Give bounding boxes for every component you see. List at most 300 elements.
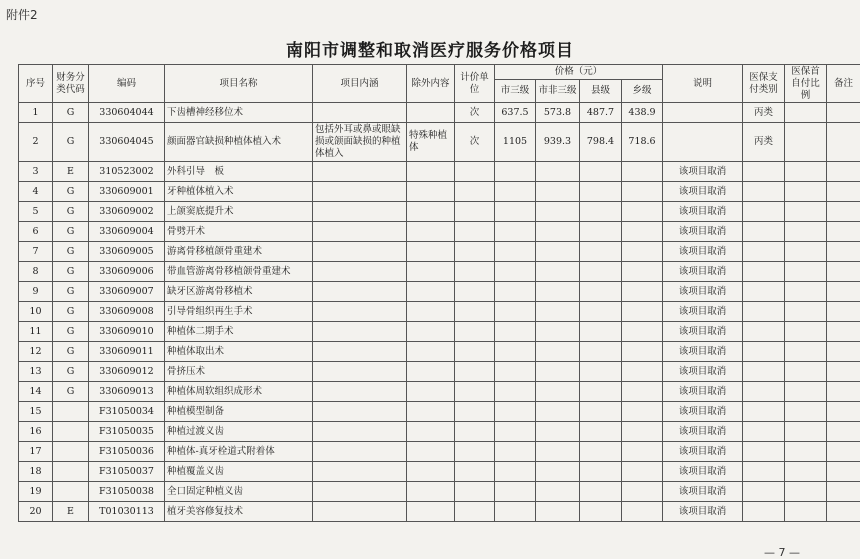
- table-row: [19, 262, 860, 282]
- cell-insurance-type: [743, 222, 785, 242]
- cell-self-pay-ratio: [785, 482, 827, 502]
- cell-name: 游离骨移植颌骨重建术: [165, 242, 313, 262]
- header-exclusion: 除外内容: [407, 65, 455, 103]
- table-row: [19, 222, 860, 242]
- cell-code: 330609013: [89, 382, 165, 402]
- cell-unit: [455, 362, 495, 382]
- header-price-noncity3: 市非三级: [536, 80, 580, 103]
- table-row: [19, 322, 860, 342]
- cell-exclusion: 特殊种植体: [407, 123, 455, 162]
- cell-price-noncity3: [536, 342, 580, 362]
- cell-insurance-type: [743, 482, 785, 502]
- cell-price-noncity3: [536, 302, 580, 322]
- cell-note: 该项目取消: [663, 282, 743, 302]
- cell-code: 330609004: [89, 222, 165, 242]
- cell-price-city3: [495, 162, 536, 182]
- cell-seq: 5: [19, 202, 53, 222]
- cell-fin-code: [53, 482, 89, 502]
- cell-seq: 13: [19, 362, 53, 382]
- cell-code: 330609007: [89, 282, 165, 302]
- cell-unit: [455, 462, 495, 482]
- cell-unit: [455, 422, 495, 442]
- header-code: 编码: [89, 65, 165, 103]
- cell-content: [313, 162, 407, 182]
- cell-insurance-type: [743, 462, 785, 482]
- cell-code: 330609005: [89, 242, 165, 262]
- cell-code: 330609011: [89, 342, 165, 362]
- cell-content: [313, 442, 407, 462]
- cell-price-noncity3: [536, 202, 580, 222]
- cell-exclusion: [407, 442, 455, 462]
- cell-fin-code: [53, 442, 89, 462]
- cell-name: 骨挤压术: [165, 362, 313, 382]
- cell-unit: [455, 382, 495, 402]
- cell-price-city3: [495, 342, 536, 362]
- cell-price-city3: [495, 482, 536, 502]
- cell-price-county: [580, 342, 622, 362]
- cell-self-pay-ratio: [785, 103, 827, 123]
- price-table: [18, 64, 860, 522]
- cell-price-city3: [495, 322, 536, 342]
- cell-price-noncity3: [536, 262, 580, 282]
- cell-price-county: 798.4: [580, 123, 622, 162]
- cell-seq: 1: [19, 103, 53, 123]
- table-row: [19, 502, 860, 522]
- cell-fin-code: [53, 462, 89, 482]
- cell-price-noncity3: [536, 382, 580, 402]
- cell-exclusion: [407, 362, 455, 382]
- cell-price-city3: [495, 362, 536, 382]
- cell-content: [313, 422, 407, 442]
- cell-content: [313, 322, 407, 342]
- cell-price-town: [622, 462, 663, 482]
- cell-code: F31050035: [89, 422, 165, 442]
- cell-price-town: [622, 182, 663, 202]
- cell-self-pay-ratio: [785, 442, 827, 462]
- cell-name: 全口固定种植义齿: [165, 482, 313, 502]
- cell-seq: 4: [19, 182, 53, 202]
- cell-remark: [827, 302, 860, 322]
- cell-seq: 2: [19, 123, 53, 162]
- cell-price-city3: [495, 382, 536, 402]
- cell-note: 该项目取消: [663, 402, 743, 422]
- cell-exclusion: [407, 402, 455, 422]
- cell-exclusion: [407, 502, 455, 522]
- cell-name: 种植体周软组织成形术: [165, 382, 313, 402]
- cell-content: [313, 242, 407, 262]
- cell-fin-code: G: [53, 123, 89, 162]
- cell-price-county: [580, 242, 622, 262]
- cell-code: F31050037: [89, 462, 165, 482]
- cell-price-noncity3: [536, 502, 580, 522]
- cell-content: [313, 103, 407, 123]
- cell-name: 种植体-真牙栓道式附着体: [165, 442, 313, 462]
- cell-price-town: [622, 282, 663, 302]
- cell-name: 种植覆盖义齿: [165, 462, 313, 482]
- table-row: [19, 462, 860, 482]
- cell-code: 330609010: [89, 322, 165, 342]
- cell-seq: 16: [19, 422, 53, 442]
- cell-code: T01030113: [89, 502, 165, 522]
- cell-self-pay-ratio: [785, 502, 827, 522]
- attachment-label: 附件2: [6, 8, 38, 22]
- cell-price-county: [580, 222, 622, 242]
- cell-note: 该项目取消: [663, 182, 743, 202]
- cell-price-town: [622, 502, 663, 522]
- table-body: [19, 103, 860, 522]
- cell-note: 该项目取消: [663, 302, 743, 322]
- cell-code: 330609002: [89, 202, 165, 222]
- cell-price-noncity3: [536, 402, 580, 422]
- cell-price-town: [622, 422, 663, 442]
- cell-fin-code: G: [53, 202, 89, 222]
- cell-price-county: [580, 482, 622, 502]
- cell-seq: 10: [19, 302, 53, 322]
- cell-self-pay-ratio: [785, 242, 827, 262]
- cell-fin-code: G: [53, 382, 89, 402]
- cell-insurance-type: [743, 422, 785, 442]
- cell-insurance-type: [743, 402, 785, 422]
- cell-name: 种植体二期手术: [165, 322, 313, 342]
- cell-price-city3: [495, 282, 536, 302]
- cell-note: 该项目取消: [663, 242, 743, 262]
- cell-unit: [455, 342, 495, 362]
- cell-insurance-type: [743, 362, 785, 382]
- cell-name: 缺牙区游离骨移植术: [165, 282, 313, 302]
- header-price-county: 县级: [580, 80, 622, 103]
- cell-unit: [455, 202, 495, 222]
- cell-note: 该项目取消: [663, 222, 743, 242]
- cell-unit: [455, 242, 495, 262]
- cell-exclusion: [407, 422, 455, 442]
- header-content: 项目内涵: [313, 65, 407, 103]
- cell-name: 上颌窦底提升术: [165, 202, 313, 222]
- cell-exclusion: [407, 103, 455, 123]
- cell-remark: [827, 442, 860, 462]
- cell-code: 330609001: [89, 182, 165, 202]
- cell-price-county: [580, 382, 622, 402]
- cell-self-pay-ratio: [785, 382, 827, 402]
- cell-price-town: [622, 302, 663, 322]
- cell-name: 引导骨组织再生手术: [165, 302, 313, 322]
- cell-exclusion: [407, 262, 455, 282]
- cell-price-county: [580, 322, 622, 342]
- cell-price-town: [622, 322, 663, 342]
- table-row: [19, 342, 860, 362]
- cell-price-county: [580, 442, 622, 462]
- cell-note: 该项目取消: [663, 262, 743, 282]
- cell-self-pay-ratio: [785, 182, 827, 202]
- table-row: [19, 302, 860, 322]
- cell-code: F31050036: [89, 442, 165, 462]
- cell-unit: [455, 302, 495, 322]
- cell-exclusion: [407, 322, 455, 342]
- cell-price-noncity3: [536, 442, 580, 462]
- cell-unit: 次: [455, 103, 495, 123]
- cell-fin-code: G: [53, 302, 89, 322]
- cell-content: [313, 202, 407, 222]
- cell-fin-code: G: [53, 362, 89, 382]
- cell-seq: 15: [19, 402, 53, 422]
- cell-fin-code: [53, 402, 89, 422]
- cell-remark: [827, 382, 860, 402]
- cell-price-town: 718.6: [622, 123, 663, 162]
- cell-fin-code: E: [53, 502, 89, 522]
- cell-seq: 19: [19, 482, 53, 502]
- cell-price-city3: [495, 202, 536, 222]
- cell-content: [313, 402, 407, 422]
- cell-price-city3: 637.5: [495, 103, 536, 123]
- cell-price-town: [622, 242, 663, 262]
- cell-fin-code: G: [53, 322, 89, 342]
- cell-unit: [455, 162, 495, 182]
- cell-seq: 9: [19, 282, 53, 302]
- cell-exclusion: [407, 162, 455, 182]
- cell-unit: [455, 322, 495, 342]
- cell-note: 该项目取消: [663, 362, 743, 382]
- header-price-city3: 市三级: [495, 80, 536, 103]
- cell-self-pay-ratio: [785, 322, 827, 342]
- header-remark: 备注: [827, 65, 860, 103]
- cell-price-noncity3: [536, 182, 580, 202]
- page-number: — 7 —: [764, 546, 800, 559]
- table-row: [19, 103, 860, 123]
- header-name: 项目名称: [165, 65, 313, 103]
- cell-seq: 11: [19, 322, 53, 342]
- cell-unit: 次: [455, 123, 495, 162]
- cell-exclusion: [407, 182, 455, 202]
- cell-insurance-type: [743, 302, 785, 322]
- cell-price-noncity3: [536, 322, 580, 342]
- cell-insurance-type: [743, 502, 785, 522]
- cell-price-county: [580, 502, 622, 522]
- cell-remark: [827, 462, 860, 482]
- cell-seq: 18: [19, 462, 53, 482]
- cell-price-noncity3: [536, 362, 580, 382]
- table-row: [19, 482, 860, 502]
- cell-insurance-type: [743, 322, 785, 342]
- cell-insurance-type: [743, 342, 785, 362]
- table-row: [19, 242, 860, 262]
- cell-self-pay-ratio: [785, 302, 827, 322]
- cell-remark: [827, 342, 860, 362]
- cell-note: 该项目取消: [663, 342, 743, 362]
- cell-content: [313, 262, 407, 282]
- cell-exclusion: [407, 342, 455, 362]
- cell-remark: [827, 123, 860, 162]
- cell-fin-code: G: [53, 182, 89, 202]
- header-self-pay-ratio: 医保首自付比例: [785, 65, 827, 103]
- cell-self-pay-ratio: [785, 262, 827, 282]
- cell-seq: 14: [19, 382, 53, 402]
- cell-exclusion: [407, 202, 455, 222]
- cell-insurance-type: 丙类: [743, 123, 785, 162]
- cell-content: 包括外耳或鼻或眼缺损或颌面缺损的种植体植入: [313, 123, 407, 162]
- table-row: [19, 382, 860, 402]
- cell-price-noncity3: [536, 222, 580, 242]
- cell-note: 该项目取消: [663, 442, 743, 462]
- cell-price-town: [622, 482, 663, 502]
- cell-note: [663, 103, 743, 123]
- cell-insurance-type: [743, 442, 785, 462]
- page-title: 南阳市调整和取消医疗服务价格项目: [286, 41, 574, 61]
- cell-price-county: [580, 422, 622, 442]
- cell-price-city3: [495, 242, 536, 262]
- cell-seq: 12: [19, 342, 53, 362]
- cell-price-noncity3: 573.8: [536, 103, 580, 123]
- cell-price-county: [580, 202, 622, 222]
- cell-price-city3: [495, 442, 536, 462]
- cell-price-noncity3: [536, 242, 580, 262]
- cell-unit: [455, 222, 495, 242]
- header-price-town: 乡级: [622, 80, 663, 103]
- cell-insurance-type: [743, 282, 785, 302]
- cell-price-county: [580, 462, 622, 482]
- cell-note: 该项目取消: [663, 422, 743, 442]
- cell-price-town: [622, 402, 663, 422]
- cell-seq: 8: [19, 262, 53, 282]
- cell-name: 颜面器官缺损种植体植入术: [165, 123, 313, 162]
- cell-remark: [827, 182, 860, 202]
- table-row: [19, 162, 860, 182]
- cell-insurance-type: [743, 382, 785, 402]
- cell-exclusion: [407, 242, 455, 262]
- cell-code: F31050038: [89, 482, 165, 502]
- cell-insurance-type: [743, 262, 785, 282]
- cell-exclusion: [407, 222, 455, 242]
- cell-content: [313, 222, 407, 242]
- cell-self-pay-ratio: [785, 462, 827, 482]
- cell-code: 330609012: [89, 362, 165, 382]
- cell-self-pay-ratio: [785, 202, 827, 222]
- cell-self-pay-ratio: [785, 162, 827, 182]
- cell-fin-code: G: [53, 222, 89, 242]
- cell-price-town: 438.9: [622, 103, 663, 123]
- cell-price-noncity3: [536, 422, 580, 442]
- cell-remark: [827, 502, 860, 522]
- cell-exclusion: [407, 482, 455, 502]
- cell-price-town: [622, 342, 663, 362]
- cell-price-county: [580, 362, 622, 382]
- cell-name: 种植模型制备: [165, 402, 313, 422]
- header-unit: 计价单位: [455, 65, 495, 103]
- cell-fin-code: [53, 422, 89, 442]
- cell-note: 该项目取消: [663, 502, 743, 522]
- cell-remark: [827, 262, 860, 282]
- cell-self-pay-ratio: [785, 422, 827, 442]
- header-fin-code: 财务分类代码: [53, 65, 89, 103]
- cell-price-county: [580, 162, 622, 182]
- cell-code: 330609006: [89, 262, 165, 282]
- cell-price-city3: [495, 302, 536, 322]
- cell-insurance-type: 丙类: [743, 103, 785, 123]
- cell-remark: [827, 282, 860, 302]
- cell-unit: [455, 402, 495, 422]
- cell-self-pay-ratio: [785, 362, 827, 382]
- cell-price-noncity3: [536, 282, 580, 302]
- cell-code: 310523002: [89, 162, 165, 182]
- header-price: 价格（元）: [495, 65, 663, 80]
- cell-price-noncity3: [536, 482, 580, 502]
- cell-content: [313, 382, 407, 402]
- cell-price-county: 487.7: [580, 103, 622, 123]
- cell-fin-code: G: [53, 342, 89, 362]
- table-row: [19, 123, 860, 162]
- cell-unit: [455, 442, 495, 462]
- cell-code: 330604045: [89, 123, 165, 162]
- cell-unit: [455, 282, 495, 302]
- cell-seq: 3: [19, 162, 53, 182]
- cell-price-city3: [495, 502, 536, 522]
- cell-remark: [827, 222, 860, 242]
- cell-seq: 7: [19, 242, 53, 262]
- cell-remark: [827, 202, 860, 222]
- cell-price-county: [580, 282, 622, 302]
- cell-self-pay-ratio: [785, 282, 827, 302]
- cell-name: 种植过渡义齿: [165, 422, 313, 442]
- cell-remark: [827, 482, 860, 502]
- cell-content: [313, 502, 407, 522]
- cell-content: [313, 362, 407, 382]
- cell-insurance-type: [743, 182, 785, 202]
- cell-content: [313, 482, 407, 502]
- table-row: [19, 182, 860, 202]
- cell-price-noncity3: 939.3: [536, 123, 580, 162]
- header-note: 说明: [663, 65, 743, 103]
- cell-price-town: [622, 162, 663, 182]
- header-insurance-type: 医保支付类别: [743, 65, 785, 103]
- cell-price-city3: [495, 182, 536, 202]
- cell-note: 该项目取消: [663, 382, 743, 402]
- table-row: [19, 282, 860, 302]
- cell-remark: [827, 422, 860, 442]
- cell-content: [313, 182, 407, 202]
- cell-price-city3: [495, 462, 536, 482]
- cell-content: [313, 462, 407, 482]
- cell-price-town: [622, 362, 663, 382]
- table-row: [19, 362, 860, 382]
- cell-exclusion: [407, 462, 455, 482]
- cell-insurance-type: [743, 242, 785, 262]
- cell-exclusion: [407, 302, 455, 322]
- cell-name: 牙种植体植入术: [165, 182, 313, 202]
- cell-price-county: [580, 262, 622, 282]
- cell-code: F31050034: [89, 402, 165, 422]
- cell-remark: [827, 103, 860, 123]
- cell-insurance-type: [743, 162, 785, 182]
- cell-self-pay-ratio: [785, 342, 827, 362]
- cell-seq: 6: [19, 222, 53, 242]
- cell-note: [663, 123, 743, 162]
- cell-fin-code: G: [53, 282, 89, 302]
- cell-content: [313, 302, 407, 322]
- cell-note: 该项目取消: [663, 162, 743, 182]
- cell-self-pay-ratio: [785, 123, 827, 162]
- cell-price-town: [622, 382, 663, 402]
- table-row: [19, 422, 860, 442]
- cell-note: 该项目取消: [663, 482, 743, 502]
- cell-price-noncity3: [536, 162, 580, 182]
- cell-seq: 17: [19, 442, 53, 462]
- cell-remark: [827, 162, 860, 182]
- cell-unit: [455, 482, 495, 502]
- cell-price-town: [622, 262, 663, 282]
- cell-remark: [827, 322, 860, 342]
- cell-price-city3: [495, 402, 536, 422]
- cell-self-pay-ratio: [785, 222, 827, 242]
- cell-unit: [455, 262, 495, 282]
- cell-seq: 20: [19, 502, 53, 522]
